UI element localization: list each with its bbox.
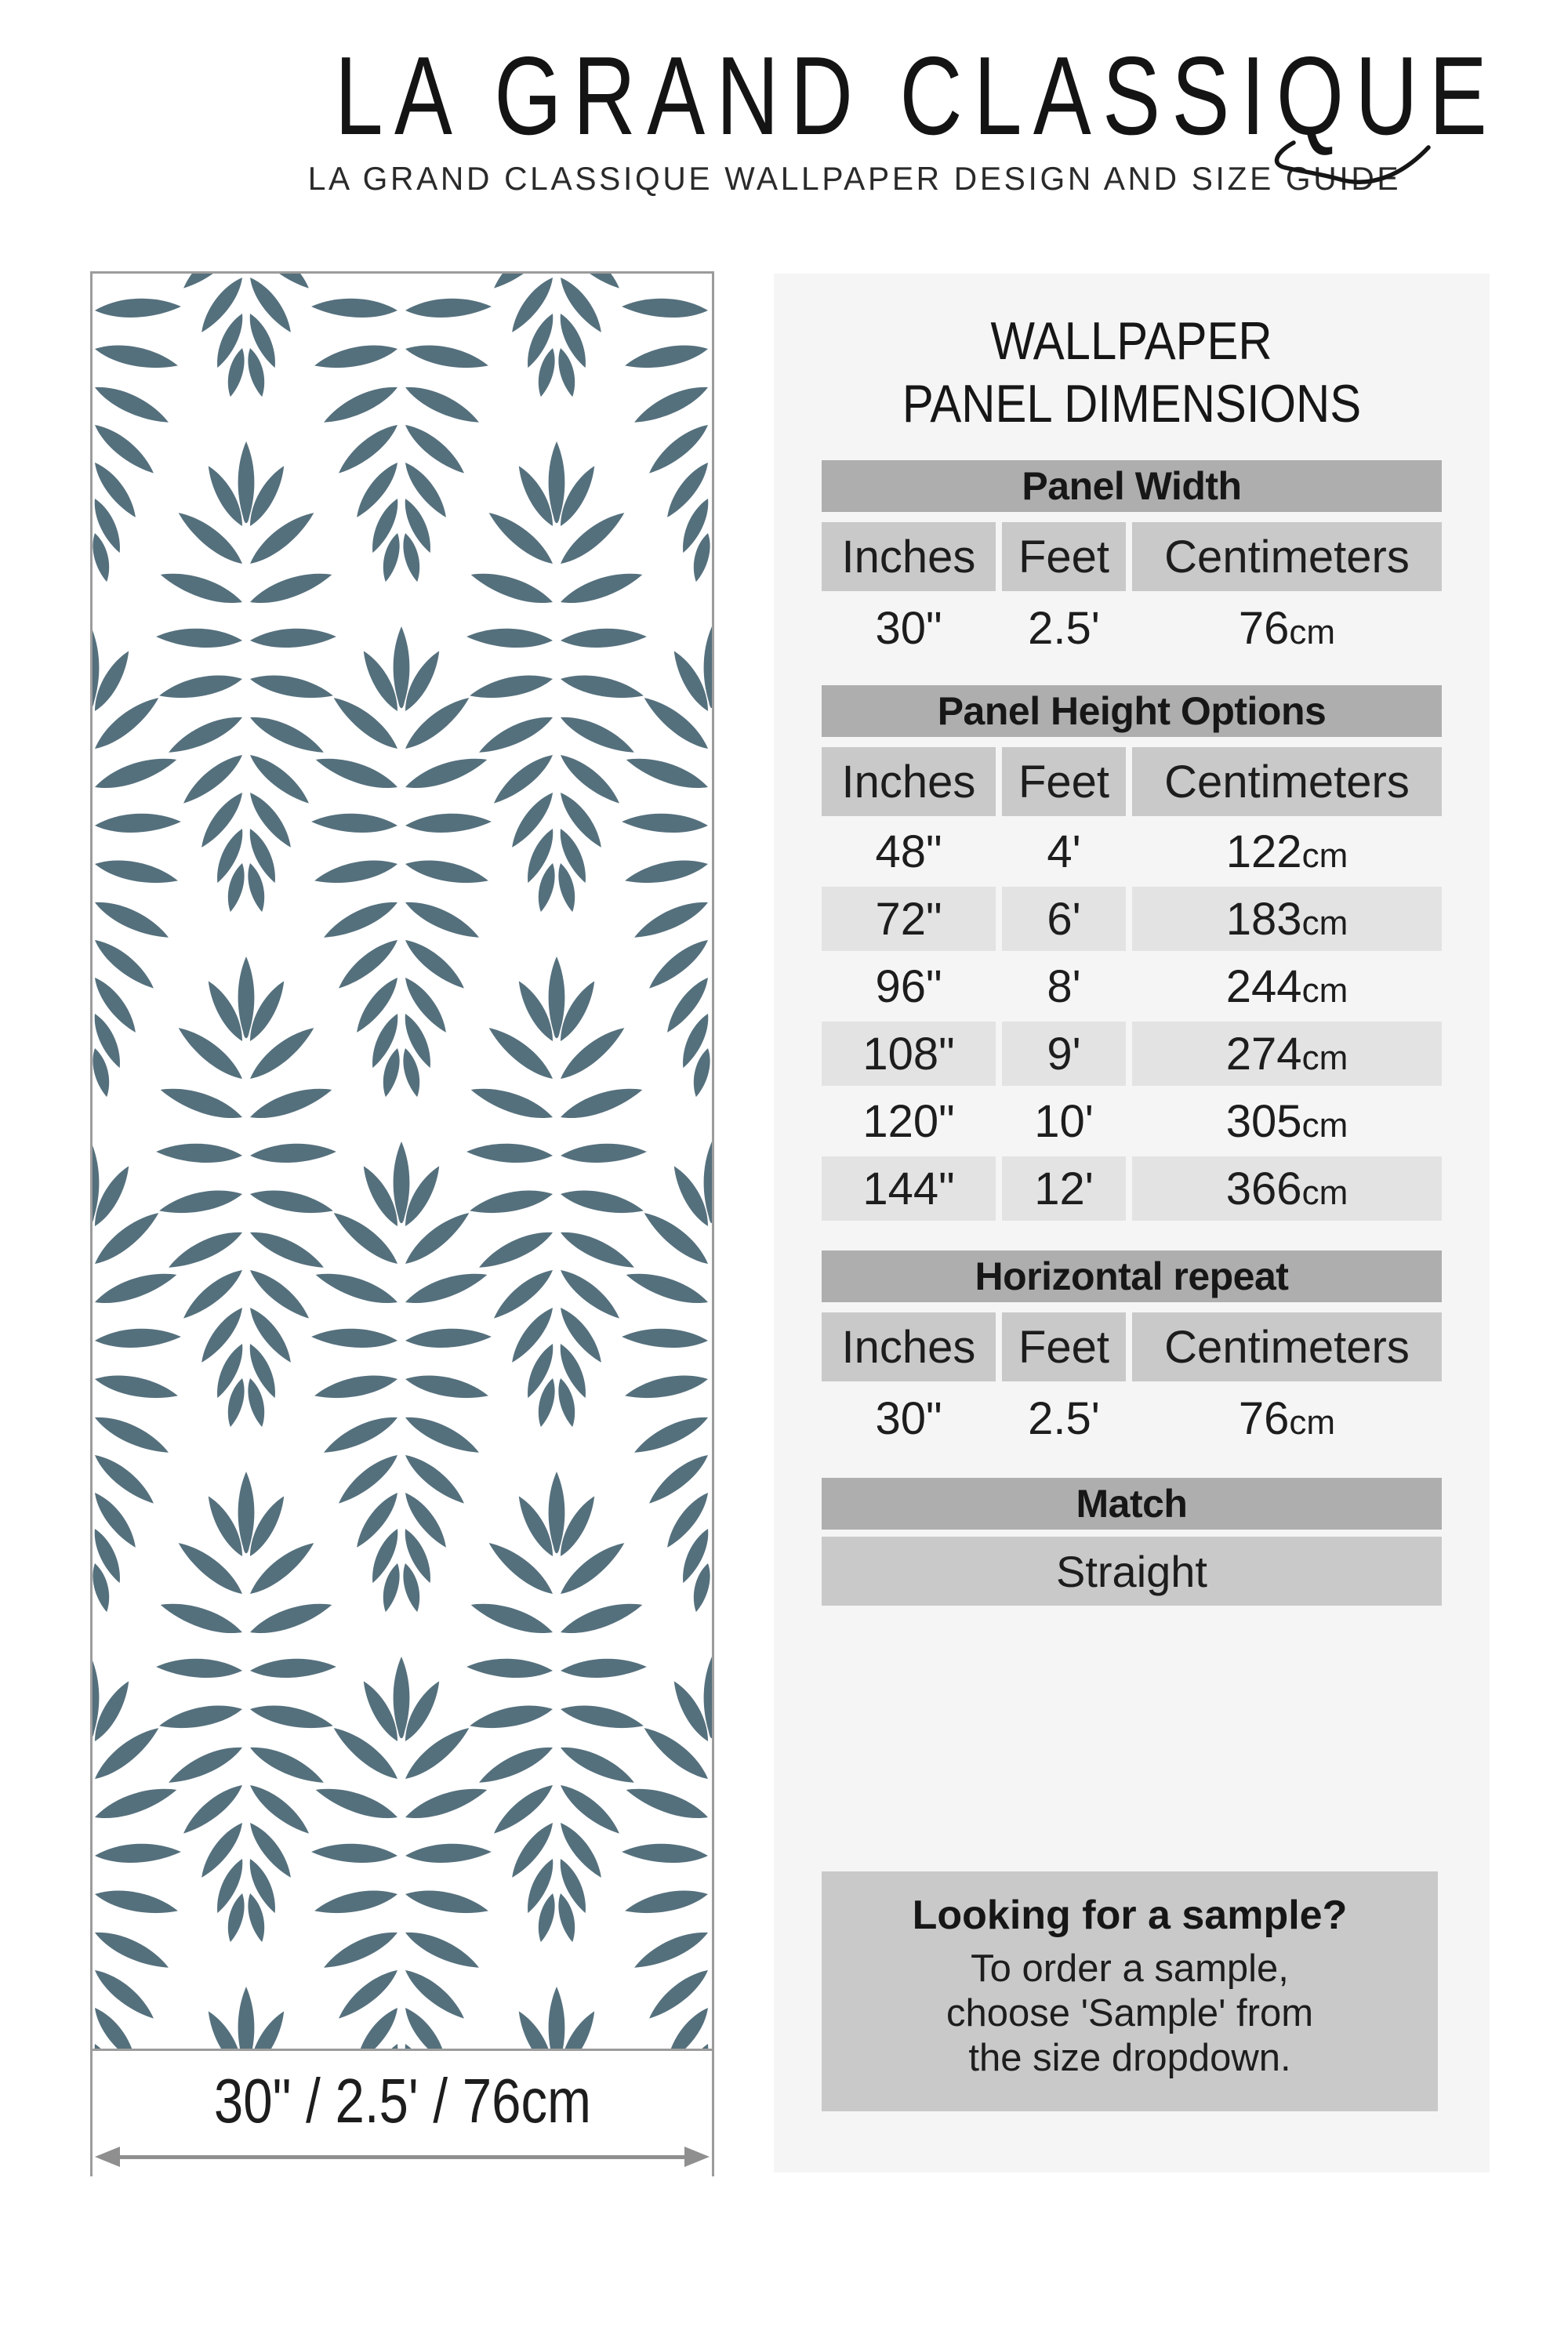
title-swash-flourish — [1253, 140, 1435, 199]
sample-box-text: To order a sample, — [971, 1947, 1289, 1990]
panel-height-row — [822, 1156, 1442, 1221]
panel-width-value-row — [822, 594, 1442, 662]
section-title-panel-height-options: Panel Height Options — [822, 685, 1442, 737]
value-centimeters: 274 cm — [1132, 1022, 1442, 1086]
panel-width-header-row — [822, 522, 1442, 591]
panel-height-row — [822, 819, 1442, 884]
dimensions-info-panel — [774, 274, 1490, 2172]
col-header-feet: Feet — [1002, 1312, 1126, 1381]
value-inches: 120" — [862, 1095, 955, 1147]
value-centimeters: 244 cm — [1225, 960, 1348, 1012]
value-inches: 108" — [822, 1022, 996, 1086]
match-value: Straight — [822, 1537, 1442, 1606]
sample-box-title: Looking for a sample? — [912, 1893, 1348, 1938]
col-header-centimeters: Centimeters — [1132, 747, 1442, 816]
value-feet: 6' — [1002, 887, 1126, 951]
leaf-damask-pattern — [93, 274, 712, 2049]
value-inches: 48" — [875, 826, 942, 877]
horizontal-repeat-header-row — [822, 1312, 1442, 1381]
col-header-feet: Feet — [1002, 522, 1126, 591]
sample-box-text: choose 'Sample' from — [946, 1992, 1314, 2034]
value-inches: 72" — [822, 887, 996, 951]
value-feet: 2.5' — [1028, 602, 1100, 654]
value-inches: 30" — [875, 602, 942, 654]
section-title-panel-width: Panel Width — [822, 460, 1442, 512]
value-feet: 2.5' — [1028, 1392, 1100, 1444]
brand-title: LA GRAND CLASSIQUE — [335, 34, 1499, 158]
value-centimeters: 76 cm — [1238, 1392, 1336, 1444]
value-centimeters: 305 cm — [1225, 1095, 1348, 1147]
wallpaper-pattern-preview — [90, 271, 714, 2051]
sample-info-box — [822, 1871, 1438, 2111]
width-measurement-arrow — [95, 2145, 710, 2169]
panel-height-row — [822, 887, 1442, 951]
panel-height-row — [822, 1089, 1442, 1153]
panel-height-row — [822, 954, 1442, 1018]
sample-box-text: the size dropdown. — [968, 2037, 1291, 2079]
value-inches: 96" — [875, 960, 942, 1012]
value-feet: 10' — [1034, 1095, 1094, 1147]
section-title-horizontal-repeat: Horizontal repeat — [822, 1250, 1442, 1302]
panel-height-header-row — [822, 747, 1442, 816]
value-inches: 30" — [875, 1392, 942, 1444]
col-header-inches: Inches — [822, 747, 996, 816]
arrow-left-head-icon — [95, 2147, 120, 2167]
col-header-inches: Inches — [822, 1312, 996, 1381]
value-centimeters: 183 cm — [1132, 887, 1442, 951]
value-feet: 12' — [1002, 1156, 1126, 1221]
col-header-inches: Inches — [822, 522, 996, 591]
brand-subtitle: LA GRAND CLASSIQUE WALLPAPER DESIGN AND SIZE GUIDE — [307, 160, 1402, 197]
value-centimeters: 76 cm — [1238, 602, 1336, 654]
value-feet: 4' — [1047, 826, 1081, 877]
value-inches: 144" — [822, 1156, 996, 1221]
col-header-centimeters: Centimeters — [1132, 522, 1442, 591]
panel-width-dimension-label: 30" / 2.5' / 76cm — [213, 2066, 591, 2136]
value-feet: 9' — [1002, 1022, 1126, 1086]
panel-dimensions-heading: WALLPAPER PANEL DIMENSIONS — [902, 311, 1362, 434]
arrow-right-head-icon — [684, 2147, 710, 2167]
horizontal-repeat-value-row — [822, 1385, 1442, 1452]
value-centimeters: 366 cm — [1132, 1156, 1442, 1221]
value-centimeters: 122 cm — [1225, 826, 1348, 877]
panel-height-row — [822, 1022, 1442, 1086]
col-header-centimeters: Centimeters — [1132, 1312, 1442, 1381]
section-title-match: Match — [822, 1478, 1442, 1530]
col-header-feet: Feet — [1002, 747, 1126, 816]
arrow-line — [120, 2155, 684, 2159]
value-feet: 8' — [1047, 960, 1081, 1012]
